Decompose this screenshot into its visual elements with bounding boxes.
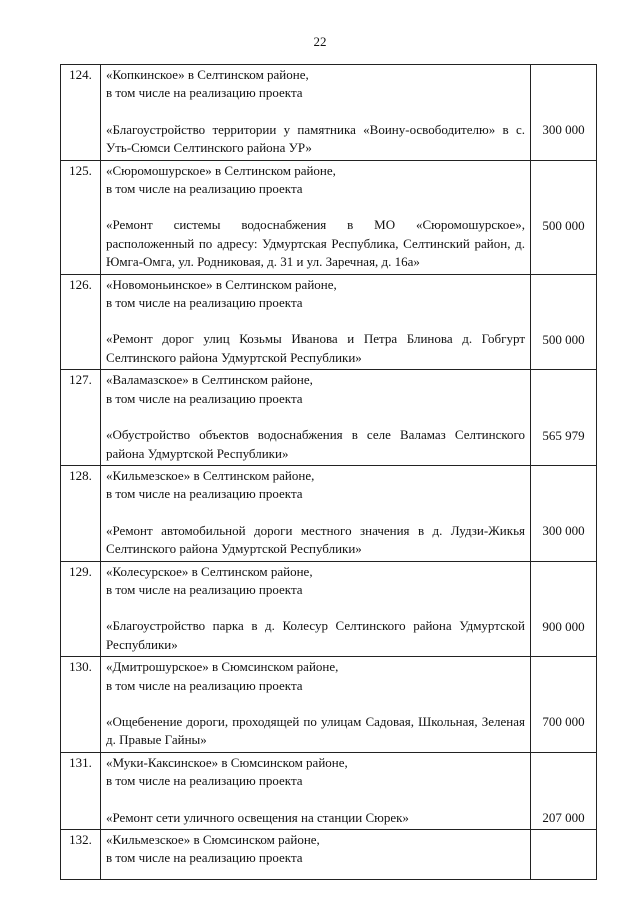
row-description [101, 65, 531, 161]
municipality-name: «Копкинское» в Селтинском районе, [106, 67, 309, 82]
table-row [61, 465, 597, 561]
row-amount-cell [531, 65, 597, 161]
row-amount: 900 000 [542, 618, 585, 634]
municipality-name: «Валамазское» в Селтинском районе, [106, 372, 313, 388]
project-intro: в том числе на реализацию проекта [106, 295, 303, 311]
project-intro: в том числе на реализацию проекта [106, 486, 303, 502]
row-amount: 565 979 [542, 427, 585, 443]
table-row [61, 160, 597, 274]
project-title: «Ощебенение дороги, проходящей по улицам Садовая, Школьная, Зеленая д. Правые Гайны» [106, 713, 525, 748]
project-intro: в том числе на реализацию проекта [106, 677, 303, 693]
project-title: «Ремонт автомобильной дороги местного значения в д. Лудзи-Жикья Селтинского района Удмуртской Республики» [106, 522, 525, 557]
page-number: 22 [313, 34, 327, 49]
row-amount-cell [531, 465, 597, 561]
row-number: 129. [61, 561, 101, 657]
row-number: 128. [61, 465, 101, 561]
table-row [61, 561, 597, 657]
project-title: «Благоустройство территории у памятника «Воину-освободителю» в с. Уть-Сюмси Селтинского района УР» [106, 121, 525, 156]
project-intro: в том числе на реализацию проекта [106, 850, 303, 866]
table-row [61, 370, 597, 466]
row-amount: 500 000 [542, 217, 585, 233]
row-description [101, 830, 531, 880]
row-amount-cell [531, 160, 597, 274]
project-intro: в том числе на реализацию проекта [106, 85, 303, 101]
project-title: «Обустройство объектов водоснабжения в селе Валамаз Селтинского района Удмуртской Республики» [106, 427, 525, 461]
municipality-name: «Кильмезское» в Сюмсинском районе, [106, 832, 320, 847]
row-description [101, 465, 531, 561]
table-row [61, 274, 597, 370]
row-amount-cell [531, 561, 597, 657]
project-intro: в том числе на реализацию проекта [106, 773, 303, 789]
project-title: «Ремонт системы водоснабжения в МО «Сюромошурское», расположенный по адресу: Удмуртская Республика, Селтинский район, д. Юмга-Омга, ул. Родниковая, д. 31 и ул. Заречная, д. 16а» [106, 217, 525, 270]
row-amount: 207 000 [542, 809, 585, 825]
table-row [61, 657, 597, 753]
row-description [101, 160, 531, 274]
municipality-name: «Сюромошурское» в Селтинском районе, [106, 162, 336, 178]
row-description [101, 657, 531, 753]
row-number: 130. [61, 657, 101, 753]
row-amount-cell [531, 657, 597, 753]
row-amount: 700 000 [542, 714, 585, 730]
municipality-name: «Кильмезское» в Селтинском районе, [106, 467, 315, 483]
row-amount-cell [531, 370, 597, 466]
row-amount-cell [531, 274, 597, 370]
project-intro: в том числе на реализацию проекта [106, 181, 303, 197]
row-amount-cell [531, 830, 597, 880]
project-intro: в том числе на реализацию проекта [106, 390, 303, 406]
row-amount: 300 000 [542, 122, 585, 138]
row-description [101, 274, 531, 370]
table-row [61, 752, 597, 829]
municipality-name: «Новомоньинское» в Селтинском районе, [106, 276, 337, 292]
row-number: 131. [61, 752, 101, 829]
allocation-table [60, 64, 597, 880]
row-number: 132. [61, 830, 101, 880]
project-title: «Ремонт дорог улиц Козьмы Иванова и Петра Блинова д. Гобгурт Селтинского района Удмуртской Республики» [106, 331, 525, 365]
table-row [61, 830, 597, 880]
row-number: 124. [61, 65, 101, 161]
municipality-name: «Колесурское» в Селтинском районе, [106, 563, 313, 579]
row-amount-cell [531, 752, 597, 829]
row-number: 126. [61, 274, 101, 370]
row-description [101, 752, 531, 829]
row-number: 127. [61, 370, 101, 466]
row-amount: 300 000 [542, 523, 585, 539]
row-description [101, 370, 531, 466]
municipality-name: «Муки-Каксинское» в Сюмсинском районе, [106, 754, 348, 770]
project-title: «Благоустройство парка в д. Колесур Селтинского района Удмуртской Республики» [106, 618, 525, 652]
row-description [101, 561, 531, 657]
project-intro: в том числе на реализацию проекта [106, 581, 303, 597]
project-title: «Ремонт сети уличного освещения на станции Сюрек» [106, 809, 409, 825]
row-amount: 500 000 [542, 331, 585, 347]
table-row [61, 65, 597, 161]
row-number: 125. [61, 160, 101, 274]
municipality-name: «Дмитрошурское» в Сюмсинском районе, [106, 659, 339, 675]
